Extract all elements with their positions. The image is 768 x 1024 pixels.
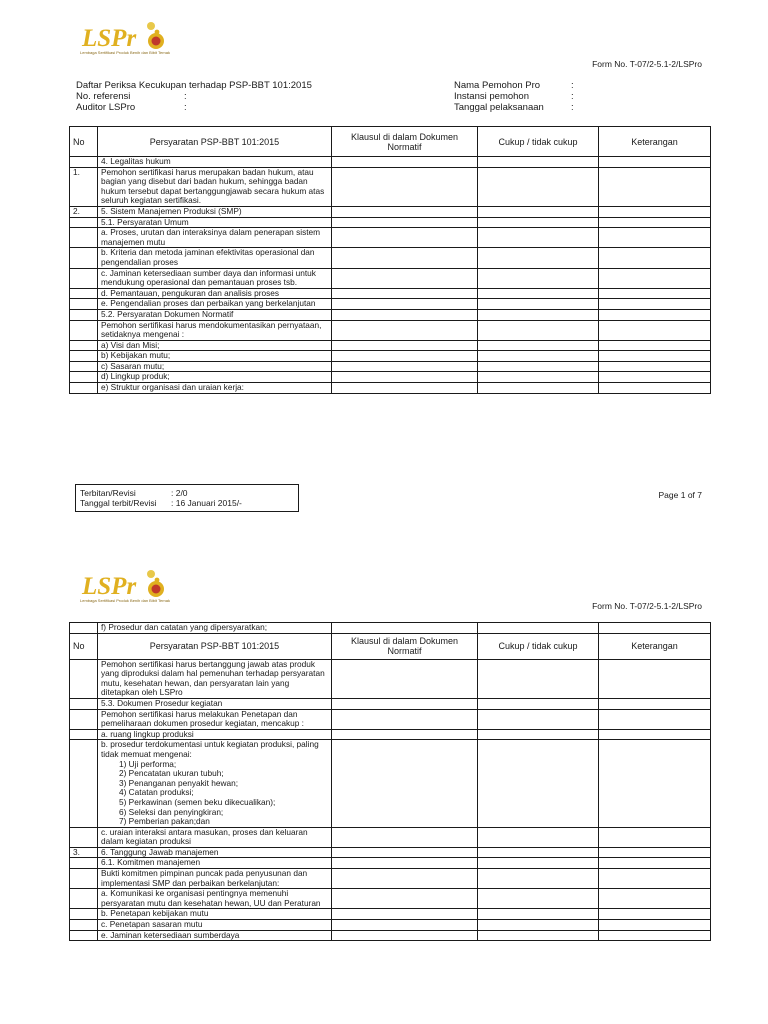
row-number [70,740,98,827]
row-keterangan [599,847,711,858]
row-number [70,909,98,920]
header-right [454,80,574,113]
requirement-text: b. prosedur terdokumentasi untuk kegiatan produksi, paling tidak memuat mengenai: [101,739,319,759]
requirement-text: a. ruang lingkup produksi [101,728,194,739]
table-row [70,827,711,847]
table-row [70,698,711,709]
row-number [70,351,98,362]
table-row [70,320,711,340]
header-label: No. referensi [76,91,131,102]
row-number [70,889,98,909]
row-klausul [332,698,478,709]
revision-row [80,498,294,508]
row-klausul [332,248,478,268]
requirement-text: Pemohon sertifikasi harus bertanggung jawab atas produk yang diproduksi dalam hal pemenuhan terhadap persyaratan mutu, kesehatan hewan, dan persyaratan lain yang ditetapkan oleh LSPro [101,658,325,698]
row-keterangan [599,659,711,698]
row-keterangan [599,623,711,634]
row-klausul [332,157,478,168]
row-number [70,827,98,847]
row-requirement [98,268,332,288]
row-cukup [478,889,599,909]
header-colon: : [184,91,187,102]
row-klausul [332,309,478,320]
row-keterangan [599,309,711,320]
row-keterangan [599,729,711,740]
row-keterangan [599,889,711,909]
row-requirement [98,847,332,858]
table-row [70,351,711,362]
requirement-text: c) Sasaran mutu; [101,360,165,371]
lspro-logo [80,20,170,60]
header-label: Instansi pemohon [454,91,529,102]
row-number: 1. [70,167,98,206]
requirement-subitem: 3) Penanganan penyakit hewan; [119,777,239,788]
requirement-text: 5.3. Dokumen Prosedur kegiatan [101,697,223,708]
table-row [70,383,711,394]
table-row [70,299,711,310]
header-colon: : [571,80,574,91]
row-number [70,920,98,931]
row-number [70,217,98,228]
row-requirement [98,909,332,920]
row-cukup [478,206,599,217]
row-klausul [332,847,478,858]
requirement-subitem: 1) Uji performa; [119,758,177,769]
row-cukup [478,698,599,709]
requirement-subitem: 2) Pencatatan ukuran tubuh; [119,768,224,779]
row-keterangan [599,299,711,310]
row-cukup [478,847,599,858]
lspro-logo-icon [80,568,170,602]
row-cukup [478,383,599,394]
col-cukup: Cukup / tidak cukup [478,633,599,659]
requirement-text: d. Pemantauan, pengukuran dan analisis proses [101,287,280,298]
row-klausul [332,909,478,920]
row-number [70,288,98,299]
row-klausul [332,228,478,248]
header-label: Nama Pemohon Pro [454,80,541,91]
row-number [70,858,98,869]
requirement-text: 5. Sistem Manajemen Produksi (SMP) [101,205,242,216]
table-row [70,869,711,889]
row-klausul [332,320,478,340]
row-number [70,930,98,941]
row-keterangan [599,930,711,941]
row-cukup [478,858,599,869]
requirement-text: Bukti komitmen pimpinan puncak pada penyusunan dan implementasi SMP dan perbaikan berkelanjutan: [101,868,308,888]
row-keterangan [599,909,711,920]
row-keterangan [599,351,711,362]
revision-row [80,488,294,498]
row-keterangan [599,709,711,729]
row-number [70,698,98,709]
header-left [76,80,312,113]
row-requirement [98,206,332,217]
header-row [454,102,574,113]
row-cukup [478,659,599,698]
requirement-text: b. Kriteria dan metoda jaminan efektivitas operasional dan pengendalian proses [101,247,315,267]
row-cukup [478,217,599,228]
row-keterangan [599,288,711,299]
requirement-text: e) Struktur organisasi dan uraian kerja: [101,382,244,393]
row-keterangan [599,858,711,869]
row-cukup [478,228,599,248]
terbitan-value: : 2/0 [171,488,188,498]
row-klausul [332,920,478,931]
row-keterangan [599,206,711,217]
row-requirement [98,930,332,941]
row-klausul [332,299,478,310]
table-row [70,889,711,909]
row-number [70,299,98,310]
header-row [76,80,312,91]
row-keterangan [599,698,711,709]
row-number [70,383,98,394]
header-colon: : [571,91,574,102]
row-klausul [332,623,478,634]
requirement-text: f) Prosedur dan catatan yang dipersyaratkan; [101,622,268,632]
row-requirement [98,889,332,909]
table-body [70,623,711,941]
row-requirement [98,740,332,827]
col-klausul: Klausul di dalam Dokumen Normatif [332,127,478,157]
table-row [70,206,711,217]
row-klausul [332,709,478,729]
row-requirement [98,698,332,709]
row-cukup [478,248,599,268]
requirement-text: a) Visi dan Misi; [101,339,160,350]
row-keterangan [599,228,711,248]
row-requirement [98,299,332,310]
row-requirement [98,288,332,299]
requirement-text: 5.2. Persyaratan Dokumen Normatif [101,308,234,319]
row-keterangan [599,740,711,827]
lspro-logo [80,568,170,608]
logo-tagline: Lembaga Sertifikasi Produk Benih dan Bibit Ternak [80,50,170,55]
row-keterangan [599,827,711,847]
row-keterangan [599,383,711,394]
row-cukup [478,320,599,340]
col-requirement: Persyaratan PSP-BBT 101:2015 [98,127,332,157]
row-cukup [478,729,599,740]
row-klausul [332,659,478,698]
table-row [70,740,711,827]
row-number [70,372,98,383]
requirement-text: a. Komunikasi ke organisasi pentingnya memenuhi persyaratan mutu dan kesehatan hewan, UU dan Peraturan [101,888,321,908]
row-requirement [98,383,332,394]
row-number [70,248,98,268]
table-row [70,340,711,351]
row-cukup [478,309,599,320]
revision-box [75,484,299,512]
row-keterangan [599,268,711,288]
requirement-text: e. Pengendalian proses dan perbaikan yang berkelanjutan [101,298,316,309]
svg-text:LSPr: LSPr [82,573,137,600]
col-keterangan: Keterangan [599,633,711,659]
table-row [70,228,711,248]
logo-tagline: Lembaga Sertifikasi Produk Benih dan Bibit Ternak [80,598,170,603]
row-requirement [98,320,332,340]
header-row [454,91,574,102]
row-keterangan [599,920,711,931]
table-row [70,847,711,858]
row-number [70,623,98,634]
row-number: 3. [70,847,98,858]
col-keterangan: Keterangan [599,127,711,157]
row-keterangan [599,167,711,206]
table-header-row [70,127,711,157]
row-requirement [98,869,332,889]
lspro-logo-icon [80,20,170,54]
row-requirement [98,248,332,268]
row-klausul [332,383,478,394]
row-requirement [98,623,332,634]
row-number [70,340,98,351]
requirement-text: a. Proses, urutan dan interaksinya dalam penerapan sistem manajemen mutu [101,227,321,247]
row-klausul [332,268,478,288]
row-cukup [478,930,599,941]
row-cukup [478,920,599,931]
row-klausul [332,167,478,206]
row-requirement [98,372,332,383]
requirement-text: 4. Legalitas hukum [101,156,171,166]
requirement-text: 6.1. Komitmen manajemen [101,857,201,868]
row-klausul [332,217,478,228]
row-klausul [332,361,478,372]
row-keterangan [599,340,711,351]
row-keterangan [599,320,711,340]
table-header-row [70,633,711,659]
table-row [70,930,711,941]
requirement-text: b) Kebijakan mutu; [101,350,171,361]
table-row [70,623,711,634]
row-number [70,157,98,168]
row-requirement [98,659,332,698]
row-klausul [332,351,478,362]
requirement-text: 6. Tanggung Jawab manajemen [101,846,219,857]
table-row [70,217,711,228]
row-number [70,268,98,288]
row-cukup [478,268,599,288]
checklist-table-page-1 [69,126,711,394]
header-label: Auditor LSPro [76,102,136,113]
table-row [70,361,711,372]
row-number [70,361,98,372]
col-no: No [70,127,98,157]
table-row [70,709,711,729]
row-cukup [478,869,599,889]
row-requirement [98,729,332,740]
col-no: No [70,633,98,659]
requirement-subitem: 4) Catatan produksi; [119,787,194,798]
requirement-subitem: 6) Seleksi dan penyingkiran; [119,806,224,817]
row-requirement [98,167,332,206]
header-label: Tanggal pelaksanaan [454,102,544,113]
requirement-text: d) Lingkup produk; [101,371,170,382]
row-cukup [478,623,599,634]
row-number [70,320,98,340]
table-row [70,729,711,740]
table-row [70,920,711,931]
page-number: Page 1 of 7 [658,490,702,500]
row-cukup [478,351,599,362]
row-klausul [332,340,478,351]
requirement-text: Pemohon sertifikasi harus melakukan Penetapan dan pemeliharaan dokumen prosedur kegiatan, mencakup : [101,708,304,729]
table-row [70,309,711,320]
row-keterangan [599,869,711,889]
row-requirement [98,361,332,372]
row-number: 2. [70,206,98,217]
table-row [70,659,711,698]
row-klausul [332,889,478,909]
row-klausul [332,288,478,299]
row-number [70,729,98,740]
row-cukup [478,709,599,729]
row-keterangan [599,248,711,268]
row-klausul [332,729,478,740]
row-requirement [98,228,332,248]
row-klausul [332,858,478,869]
requirement-subitem: 7) Pemberian pakan;dan [119,816,210,827]
svg-text:LSPr: LSPr [82,25,137,52]
row-cukup [478,909,599,920]
form-number: Form No. T-07/2-5.1-2/LSPro [592,601,702,611]
requirement-text: e. Jaminan ketersediaan sumberdaya [101,929,240,940]
table-body [70,157,711,394]
row-number [70,659,98,698]
header-colon: : [571,102,574,113]
requirement-text: Pemohon sertifikasi harus merupakan badan hukum, atau bagian yang disebut dari badan hukum, sehingga badan hukum tersebut dapat bertanggungjawab secara hukum atas seluruh kegiatan sertifikasi. [101,166,325,206]
row-keterangan [599,361,711,372]
table-row [70,288,711,299]
header-colon: : [184,102,187,113]
row-keterangan [599,157,711,168]
row-number [70,869,98,889]
row-number [70,709,98,729]
col-klausul: Klausul di dalam Dokumen Normatif [332,633,478,659]
row-klausul [332,740,478,827]
row-requirement [98,217,332,228]
row-number [70,309,98,320]
requirement-subitem: 5) Perkawinan (semen beku dikecualikan); [119,796,276,807]
col-requirement: Persyaratan PSP-BBT 101:2015 [98,633,332,659]
requirement-text: c. Penetapan sasaran mutu [101,919,203,930]
checklist-table-page-2 [69,622,711,941]
requirement-text: Pemohon sertifikasi harus mendokumentasikan pernyataan, setidaknya mengenai : [101,319,322,340]
table-row [70,858,711,869]
row-cukup [478,299,599,310]
row-cukup [478,372,599,383]
header-row [76,102,312,113]
row-requirement [98,340,332,351]
row-requirement [98,309,332,320]
form-number: Form No. T-07/2-5.1-2/LSPro [592,59,702,69]
row-requirement [98,827,332,847]
table-row [70,909,711,920]
row-klausul [332,372,478,383]
table-row [70,248,711,268]
table-row [70,372,711,383]
row-requirement [98,157,332,168]
row-requirement [98,709,332,729]
table-row [70,157,711,168]
row-cukup [478,340,599,351]
header-row [454,80,574,91]
requirement-text: 5.1. Persyaratan Umum [101,216,189,227]
row-klausul [332,827,478,847]
row-klausul [332,930,478,941]
row-cukup [478,827,599,847]
requirement-text: b. Penetapan kebijakan mutu [101,908,209,919]
row-requirement [98,351,332,362]
row-cukup [478,167,599,206]
row-klausul [332,206,478,217]
row-requirement [98,858,332,869]
requirement-text: c. uraian interaksi antara masukan, proses dan keluaran dalam kegiatan produksi [101,826,308,847]
row-cukup [478,288,599,299]
terbitan-label: Terbitan/Revisi [80,488,136,498]
header-row [76,91,312,102]
table-row [70,167,711,206]
col-cukup: Cukup / tidak cukup [478,127,599,157]
row-number [70,228,98,248]
tanggal-label: Tanggal terbit/Revisi [80,498,157,508]
row-keterangan [599,217,711,228]
row-cukup [478,157,599,168]
header-label: Daftar Periksa Kecukupan terhadap PSP-BBT 101:2015 [76,80,312,91]
row-klausul [332,869,478,889]
row-cukup [478,361,599,372]
table-row [70,268,711,288]
tanggal-value: : 16 Januari 2015/- [171,498,242,508]
requirement-text: c. Jaminan ketersediaan sumber daya dan informasi untuk mendukung operasional dan pemantauan proses tsb. [101,267,316,288]
row-requirement [98,920,332,931]
row-cukup [478,740,599,827]
row-keterangan [599,372,711,383]
